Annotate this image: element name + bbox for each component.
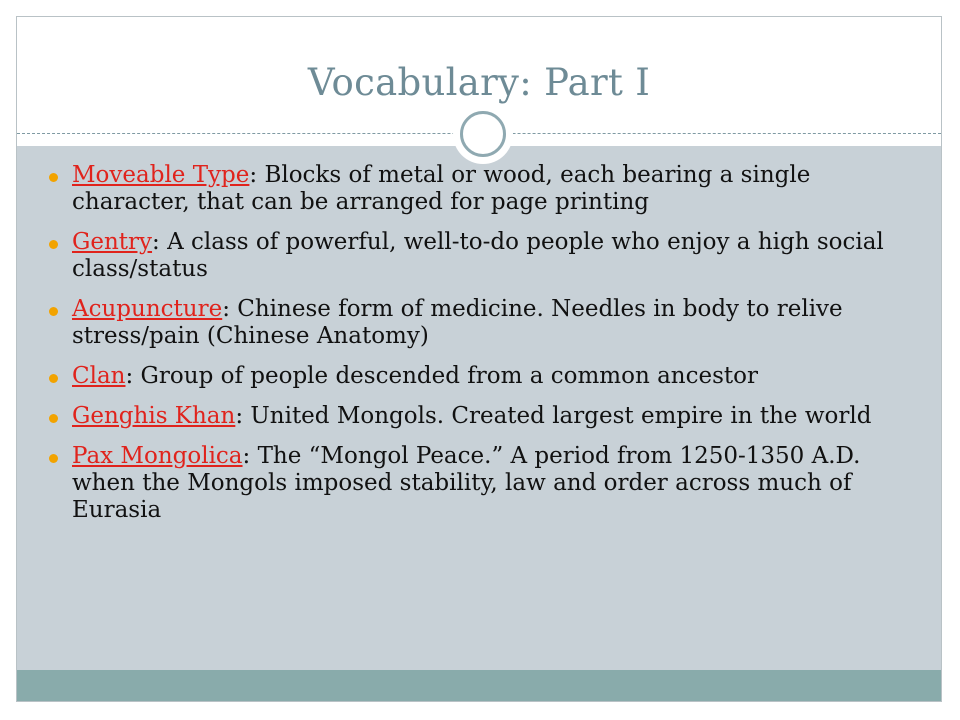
vocab-item-moveable-type [47, 162, 897, 216]
term-link-clan[interactable]: Clan [72, 363, 126, 389]
term-link-gentry[interactable]: Gentry [72, 229, 153, 255]
slide-title: Vocabulary: Part I [307, 61, 651, 104]
bullet-dot-icon [49, 240, 58, 249]
definition-text: : Group of people descended from a common ancestor [125, 363, 758, 389]
vocab-item-clan [47, 363, 897, 390]
bullet-dot-icon [49, 374, 58, 383]
vocab-item-pax-mongolica [47, 443, 897, 524]
bullet-dot-icon [49, 307, 58, 316]
term-link-acupuncture[interactable]: Acupuncture [72, 296, 223, 322]
circle-ring-icon [460, 111, 506, 157]
vocab-item-gentry [47, 229, 897, 283]
definition-text: : A class of powerful, well-to-do people who enjoy a high social class/status [72, 229, 884, 282]
bullet-dot-icon [49, 454, 58, 463]
definition-text: : United Mongols. Created largest empire in the world [235, 403, 872, 429]
definition-text: : Blocks of metal or wood, each bearing a single character, that can be arranged for page printing [72, 162, 811, 215]
vocab-item-genghis-khan [47, 403, 897, 430]
vocab-item-acupuncture [47, 296, 897, 350]
vocabulary-list [47, 162, 897, 537]
bullet-dot-icon [49, 414, 58, 423]
term-link-genghis-khan[interactable]: Genghis Khan [72, 403, 236, 429]
definition-text: : Chinese form of medicine. Needles in body to relive stress/pain (Chinese Anatomy) [72, 296, 843, 349]
footer-bar [17, 670, 941, 701]
definition-text: : The “Mongol Peace.” A period from 1250-1350 A.D. when the Mongols imposed stability, law and order across much of Eurasia [72, 443, 861, 523]
term-link-pax-mongolica[interactable]: Pax Mongolica [72, 443, 243, 469]
bullet-dot-icon [49, 173, 58, 182]
term-link-moveable-type[interactable]: Moveable Type [72, 162, 250, 188]
